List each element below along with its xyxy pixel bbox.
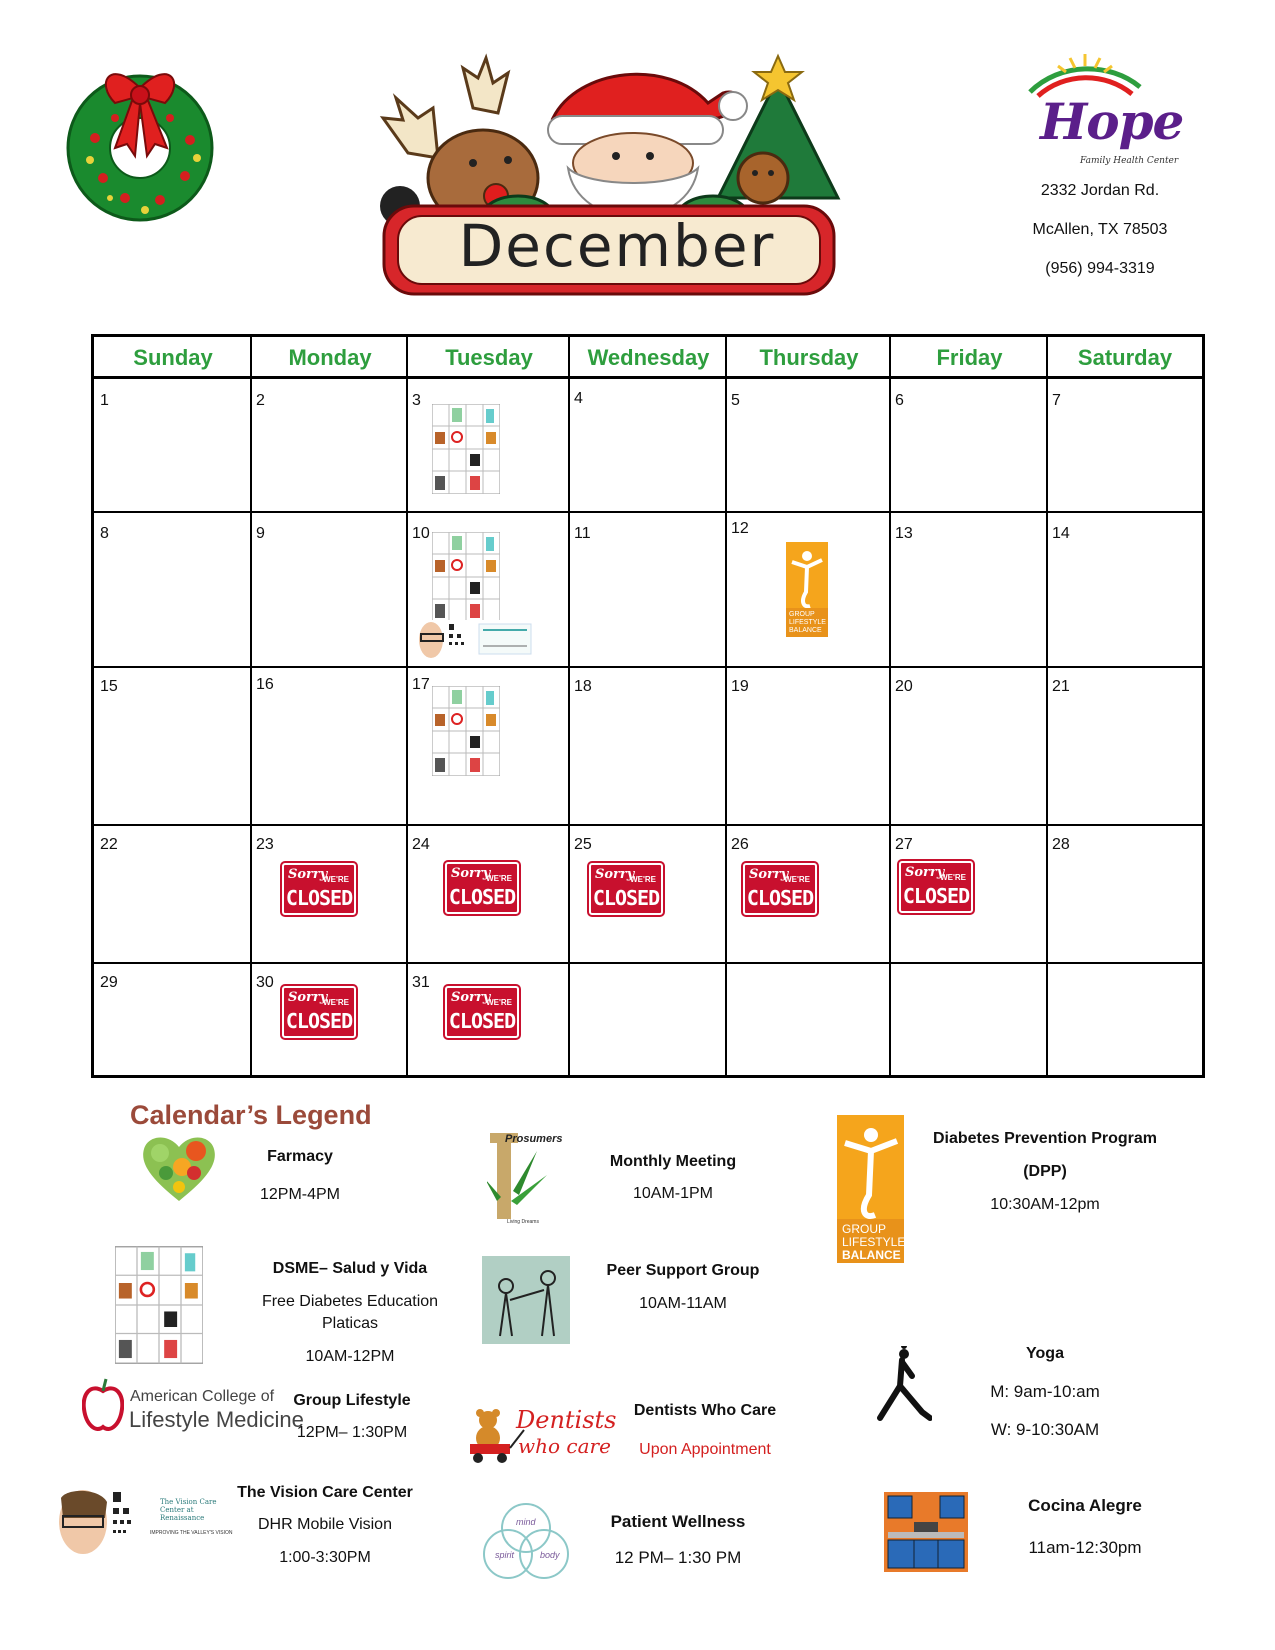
address-line-1: 2332 Jordan Rd.	[1040, 182, 1160, 199]
day-25: 25	[574, 836, 592, 853]
day-14: 14	[1052, 525, 1070, 542]
phone-number: (956) 994-3319	[1045, 260, 1155, 277]
group-lifestyle-time: 12PM– 1:30PM	[296, 1424, 408, 1441]
weekday-saturday: Saturday	[1077, 345, 1173, 370]
day-28: 28	[1052, 836, 1070, 853]
weekday-tuesday: Tuesday	[445, 345, 533, 370]
weekday-thursday: Thursday	[759, 345, 859, 370]
vision-desc: DHR Mobile Vision	[258, 1516, 392, 1533]
vision-logo-tagline: IMPROVING THE VALLEY'S VISION	[150, 1530, 233, 1536]
legend-title: Calendar’s Legend	[130, 1100, 372, 1130]
patient-wellness-title: Patient Wellness	[610, 1512, 746, 1531]
cocina-title: Cocina Alegre	[1028, 1496, 1142, 1515]
address-line-2: McAllen, TX 78503	[1032, 221, 1168, 238]
dpp-logo-text-1: GROUP	[842, 1222, 887, 1236]
day-26: 26	[731, 836, 749, 853]
wreath-icon	[55, 48, 225, 228]
yoga-time-wednesday: W: 9-10:30AM	[990, 1420, 1100, 1439]
yoga-pose-icon	[872, 1346, 932, 1422]
closed-sign: Sorry WE'RE CLOSED	[282, 863, 356, 915]
farmacy-heart-icon	[140, 1133, 218, 1203]
farmacy-time: 12PM-4PM	[259, 1186, 341, 1203]
prosumers-logo-sub: Living Dreams	[507, 1219, 539, 1225]
apple-logo-icon	[82, 1377, 124, 1435]
dsme-legend-icon	[115, 1246, 203, 1364]
closed-sign: Sorry WE'RE CLOSED	[445, 862, 519, 914]
dentists-logo-line-2: who care	[518, 1434, 611, 1458]
vision-logo-text: The Vision Care Center at Renaissance	[160, 1498, 217, 1522]
day-6: 6	[895, 392, 904, 409]
wellness-circles-icon	[480, 1500, 572, 1582]
dsme-title: DSME– Salud y Vida	[272, 1260, 428, 1277]
aclm-logo-line-1: American College of	[130, 1388, 275, 1405]
hope-logo-text: Hope	[1040, 92, 1184, 151]
peer-support-time: 10AM-11AM	[639, 1295, 727, 1312]
svg-text:LIFESTYLE: LIFESTYLE	[789, 619, 826, 626]
day-19: 19	[731, 678, 749, 695]
wellness-label-body: body	[540, 1550, 560, 1560]
day-27: 27	[895, 836, 913, 853]
svg-text:GROUP: GROUP	[789, 611, 815, 618]
day-3: 3	[412, 392, 421, 409]
group-lifestyle-title: Group Lifestyle	[293, 1392, 411, 1409]
day-31: 31	[412, 974, 430, 991]
day-13: 13	[895, 525, 913, 542]
day-23: 23	[256, 836, 274, 853]
dpp-abbr: (DPP)	[1023, 1163, 1067, 1180]
vision-care-icon	[417, 620, 537, 660]
dpp-logo-text-2: LIFESTYLE	[842, 1235, 906, 1249]
day-20: 20	[895, 678, 913, 695]
dsme-icon	[432, 532, 500, 622]
dentists-title: Dentists Who Care	[633, 1402, 777, 1419]
day-15: 15	[100, 678, 118, 695]
prosumers-logo-text: Prosumers	[505, 1133, 563, 1145]
hope-logo-tagline: Family Health Center	[1080, 156, 1179, 166]
weekday-header-row	[94, 337, 1202, 379]
monthly-meeting-time: 10AM-1PM	[632, 1185, 714, 1202]
day-5: 5	[731, 392, 740, 409]
day-30: 30	[256, 974, 274, 991]
weekday-friday: Friday	[936, 345, 1003, 370]
vision-title: The Vision Care Center	[237, 1484, 413, 1501]
day-1: 1	[100, 392, 109, 409]
yoga-title: Yoga	[1026, 1345, 1064, 1362]
day-16: 16	[256, 676, 274, 693]
dsme-desc-1: Free Diabetes Education	[261, 1293, 439, 1310]
day-18: 18	[574, 678, 592, 695]
closed-sign: Sorry WE'RE CLOSED	[589, 863, 663, 915]
wellness-label-spirit: spirit	[495, 1550, 515, 1560]
day-12: 12	[731, 520, 749, 537]
day-21: 21	[1052, 678, 1070, 695]
dentists-note: Upon Appointment	[639, 1441, 771, 1458]
dpp-time: 10:30AM-12pm	[990, 1196, 1100, 1213]
day-7: 7	[1052, 392, 1061, 409]
closed-sign: Sorry WE'RE CLOSED	[445, 986, 519, 1038]
farmacy-title: Farmacy	[267, 1148, 333, 1165]
monthly-meeting-title: Monthly Meeting	[609, 1153, 737, 1170]
calendar-grid	[91, 334, 1205, 1078]
wellness-label-mind: mind	[516, 1517, 536, 1527]
patient-wellness-time: 12 PM– 1:30 PM	[614, 1548, 742, 1567]
closed-sign: Sorry WE'RE CLOSED	[743, 863, 817, 915]
prosumers-logo-icon	[487, 1131, 577, 1226]
vision-time: 1:00-3:30PM	[279, 1549, 371, 1566]
weekday-monday: Monday	[288, 345, 372, 370]
dsme-time: 10AM-12PM	[305, 1348, 395, 1365]
dsme-desc-2: Platicas	[321, 1315, 379, 1332]
dpp-title: Diabetes Prevention Program	[932, 1130, 1158, 1147]
cocina-time: 11am-12:30pm	[1028, 1538, 1142, 1557]
dentists-logo-line-1: Dentists	[516, 1406, 617, 1434]
day-24: 24	[412, 836, 430, 853]
day-17: 17	[412, 676, 430, 693]
day-11: 11	[574, 525, 591, 542]
day-8: 8	[100, 525, 109, 542]
dsme-icon	[432, 686, 500, 776]
dsme-icon	[432, 404, 500, 494]
weekday-wednesday: Wednesday	[587, 345, 710, 370]
peer-support-title: Peer Support Group	[606, 1262, 760, 1279]
closed-sign: Sorry WE'RE CLOSED	[899, 861, 973, 913]
day-4: 4	[574, 390, 583, 407]
yoga-time-monday: M: 9am-10:am	[990, 1382, 1100, 1401]
day-10: 10	[412, 525, 430, 542]
weekday-sunday: Sunday	[133, 345, 213, 370]
svg-text:BALANCE: BALANCE	[789, 627, 822, 634]
closed-sign: Sorry WE'RE CLOSED	[282, 986, 356, 1038]
day-29: 29	[100, 974, 118, 991]
peer-support-icon	[482, 1256, 570, 1344]
month-title: December	[458, 212, 776, 280]
kitchen-icon	[884, 1492, 968, 1572]
dpp-logo-text-3: BALANCE	[842, 1248, 901, 1262]
day-2: 2	[256, 392, 265, 409]
group-lifestyle-balance-icon	[786, 542, 828, 637]
aclm-logo-line-2: Lifestyle Medicine	[129, 1407, 304, 1432]
day-9: 9	[256, 525, 265, 542]
day-22: 22	[100, 836, 118, 853]
